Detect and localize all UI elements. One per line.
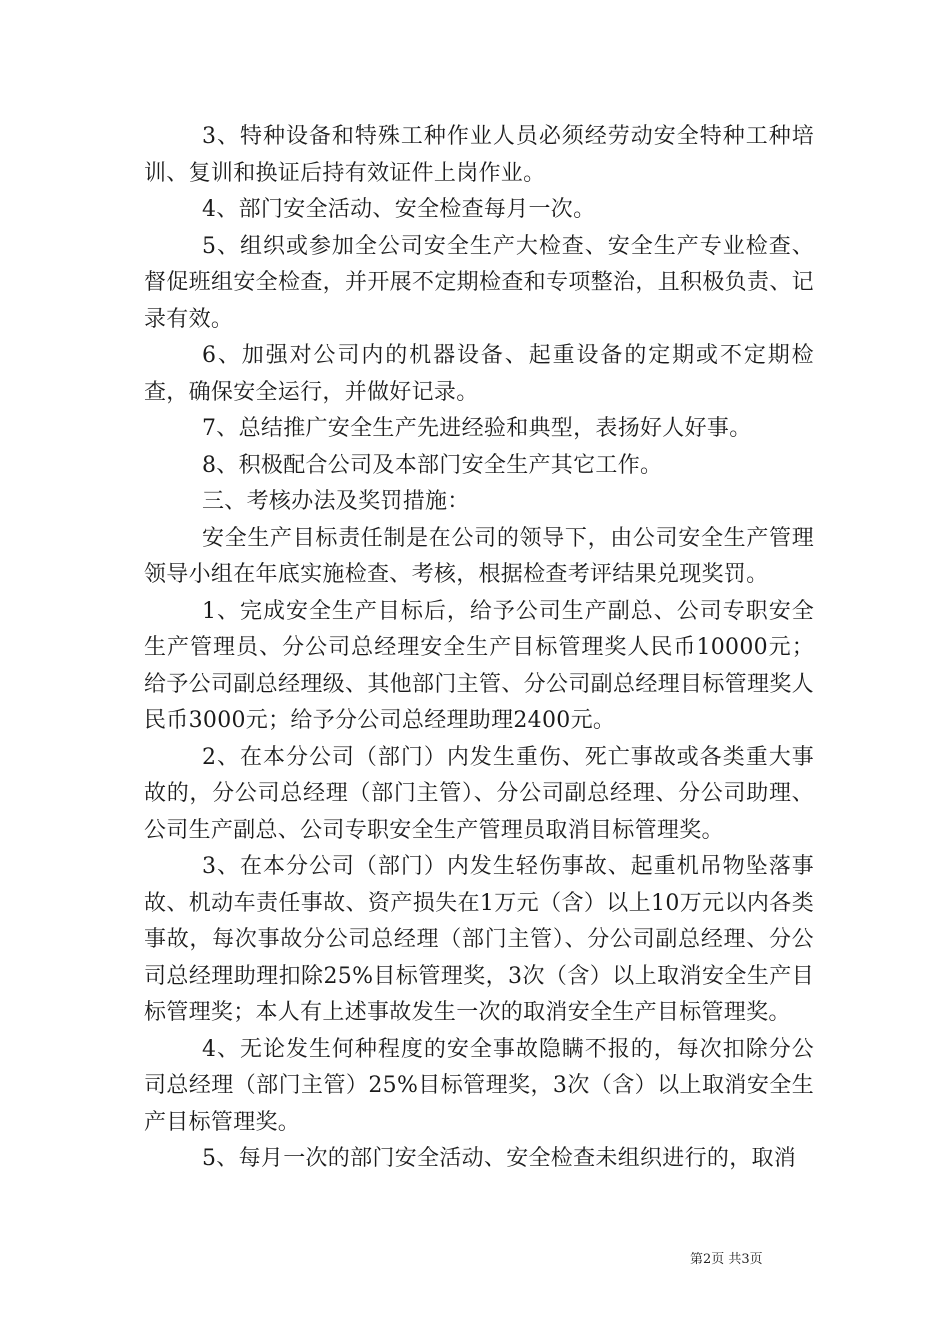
paragraph-rule-1: 1、完成安全生产目标后，给予公司生产副总、公司专职安全生产管理员、分公司总经理安全生产目标管理奖人民币10000元；给予公司副总经理级、其他部门主管、分公司副总经理目标管理奖人民币3000元；给予分公司总经理助理2400元。 — [144, 598, 814, 733]
section-heading-assessment: 三、考核办法及奖罚措施： — [202, 489, 470, 514]
paragraph-item-6: 6、加强对公司内的机器设备、起重设备的定期或不定期检查，确保安全运行，并做好记录。 — [144, 343, 814, 405]
paragraph-rule-4: 4、无论发生何种程度的安全事故隐瞒不报的，每次扣除分公司总经理（部门主管）25%目标管理奖，3次（含）以上取消安全生产目标管理奖。 — [144, 1036, 814, 1135]
paragraph-rule-5: 5、每月一次的部门安全活动、安全检查未组织进行的，取消 — [202, 1146, 797, 1171]
paragraph-rule-3: 3、在本分公司（部门）内发生轻伤事故、起重机吊物坠落事故、机动车责任事故、资产损失在1万元（含）以上10万元以内各类事故，每次事故分公司总经理（部门主管）、分公司副总经理、分公司总经理助理扣除25%目标管理奖，3次（含）以上取消安全生产目标管理奖；本人有上述事故发生一次的取消安全生产目标管理奖。 — [144, 854, 814, 1025]
paragraph-assessment-intro: 安全生产目标责任制是在公司的领导下，由公司安全生产管理领导小组在年底实施检查、考核，根据检查考评结果兑现奖罚。 — [144, 525, 814, 587]
document-body — [144, 119, 814, 1178]
paragraph-item-7: 7、总结推广安全生产先进经验和典型，表扬好人好事。 — [202, 416, 752, 441]
paragraph-item-4: 4、部门安全活动、安全检查每月一次。 — [202, 197, 596, 222]
page-number: 第2页 共3页 — [690, 1252, 763, 1267]
paragraph-item-3: 3、特种设备和特殊工种作业人员必须经劳动安全特种工种培训、复训和换证后持有效证件上岗作业。 — [144, 124, 814, 186]
paragraph-item-5: 5、组织或参加全公司安全生产大检查、安全生产专业检查、督促班组安全检查，并开展不定期检查和专项整治，且积极负责、记录有效。 — [144, 233, 814, 332]
paragraph-item-8: 8、积极配合公司及本部门安全生产其它工作。 — [202, 452, 663, 478]
paragraph-rule-2: 2、在本分公司（部门）内发生重伤、死亡事故或各类重大事故的，分公司总经理（部门主管）、分公司副总经理、分公司助理、公司生产副总、公司专职安全生产管理员取消目标管理奖。 — [144, 744, 814, 843]
